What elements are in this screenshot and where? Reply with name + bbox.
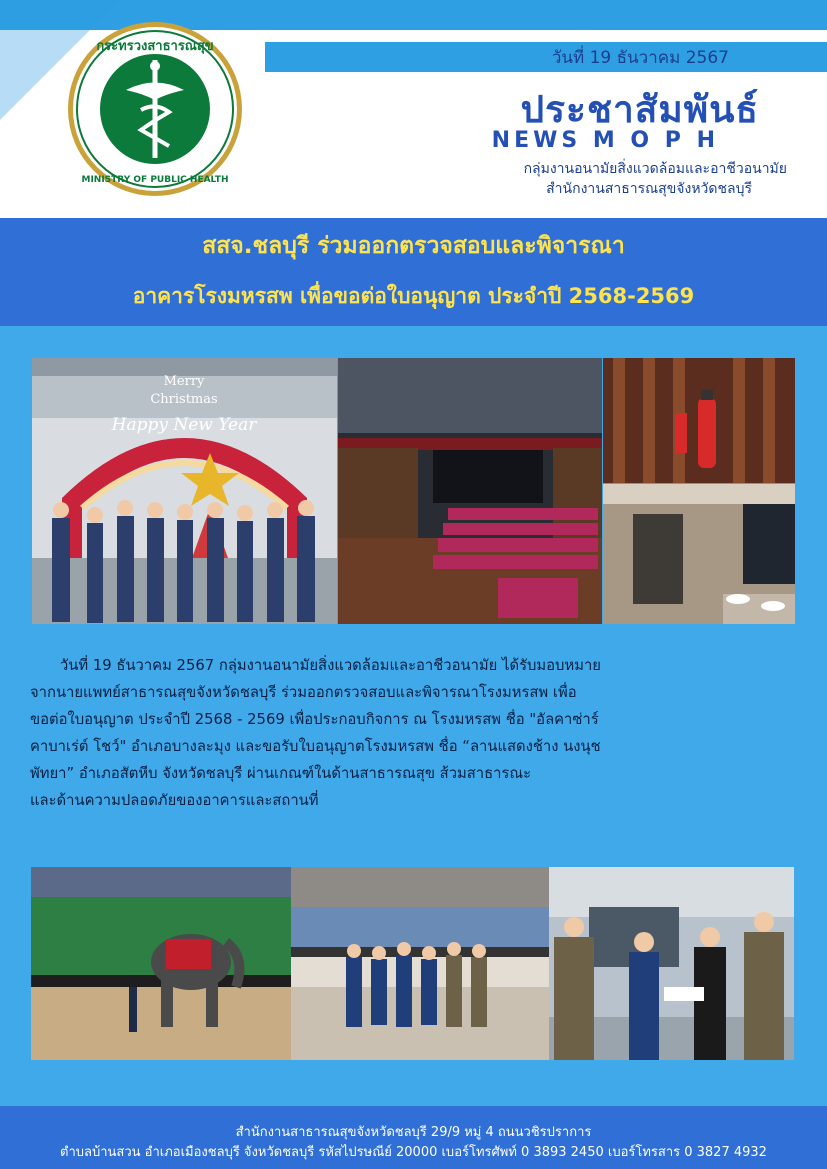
article-body (30, 652, 798, 814)
sign-christmas: Christmas (150, 392, 218, 407)
header-stripe-date (265, 42, 827, 72)
organization-office: สำนักงานสาธารณสุขจังหวัดชลบุรี (546, 181, 752, 197)
headline-line2: อาคารโรงมหรสพ เพื่อขอต่อใบอนุญาต ประจำปี 2568-2569 (132, 284, 695, 308)
document-review-photo (549, 867, 794, 1060)
article-line: คาบาเร่ต์ โชว์" อำเภอบางละมุง และขอรับใบอนุญาตโรงมหรสพ ชื่อ “ลานแสดงช้าง นงนุช (30, 738, 601, 755)
article-line: และด้านความปลอดภัยของอาคารและสถานที่ (30, 792, 319, 809)
article-line: วันที่ 19 ธันวาคม 2567 กลุ่มงานอนามัยสิ่งแวดล้อมและอาชีวอนามัย ได้รับมอบหมาย (60, 657, 601, 674)
elephant-show-photo (31, 867, 291, 1060)
sign-happy-new-year: Happy New Year (111, 415, 257, 435)
article-line: พัทยา” อำเภอสัตหีบ จังหวัดชลบุรี ผ่านเกณฑ์ในด้านสาธารณสุข ส้วมสาธารณะ (30, 765, 532, 782)
inspection-team-photo (291, 867, 549, 1060)
headline-line1: สสจ.ชลบุรี ร่วมออกตรวจสอบและพิจารณา (202, 233, 625, 259)
footer-address: สำนักงานสาธารณสุขจังหวัดชลบุรี 29/9 หมู่ 4 ถนนวชิรปราการ (235, 1125, 592, 1140)
svg-text:MINISTRY OF PUBLIC HEALTH: MINISTRY OF PUBLIC HEALTH (81, 175, 229, 185)
footer-contact: ตำบลบ้านสวน อำเภอเมืองชลบุรี จังหวัดชลบุรี รหัสไปรษณีย์ 20000 เบอร์โทรศัพท์ 0 3893 2450 เบอร์โทรสาร 0 3827 4932 (60, 1145, 767, 1160)
ministry-logo-icon (66, 20, 244, 198)
header (0, 0, 827, 218)
organization-division: กลุ่มงานอนามัยสิ่งแวดล้อมและอาชีวอนามัย (523, 161, 787, 177)
sign-merry: Merry (163, 374, 205, 389)
svg-text:กระทรวงสาธารณสุข: กระทรวงสาธารณสุข (96, 39, 214, 54)
brand-title-thai: ประชาสัมพันธ์ (520, 88, 759, 131)
restroom-photo (603, 484, 795, 624)
issue-date: วันที่ 19 ธันวาคม 2567 (551, 48, 729, 68)
photo-group-christmas-arch (32, 358, 337, 624)
brand-title-english: NEWS M O P H (491, 128, 719, 153)
article-line: ขอต่อใบอนุญาต ประจำปี 2568 - 2569 เพื่อประกอบกิจการ ณ โรงมหรสพ ชื่อ "อัลคาซ่าร์ (30, 711, 599, 728)
fire-extinguisher-photo (603, 358, 795, 483)
christmas-arch-photo (32, 358, 337, 624)
article-line: จากนายแพทย์สาธารณสุขจังหวัดชลบุรี ร่วมออกตรวจสอบและพิจารณาโรงมหรสพ เพื่อ (30, 684, 577, 701)
theater-hall-photo (338, 358, 602, 624)
